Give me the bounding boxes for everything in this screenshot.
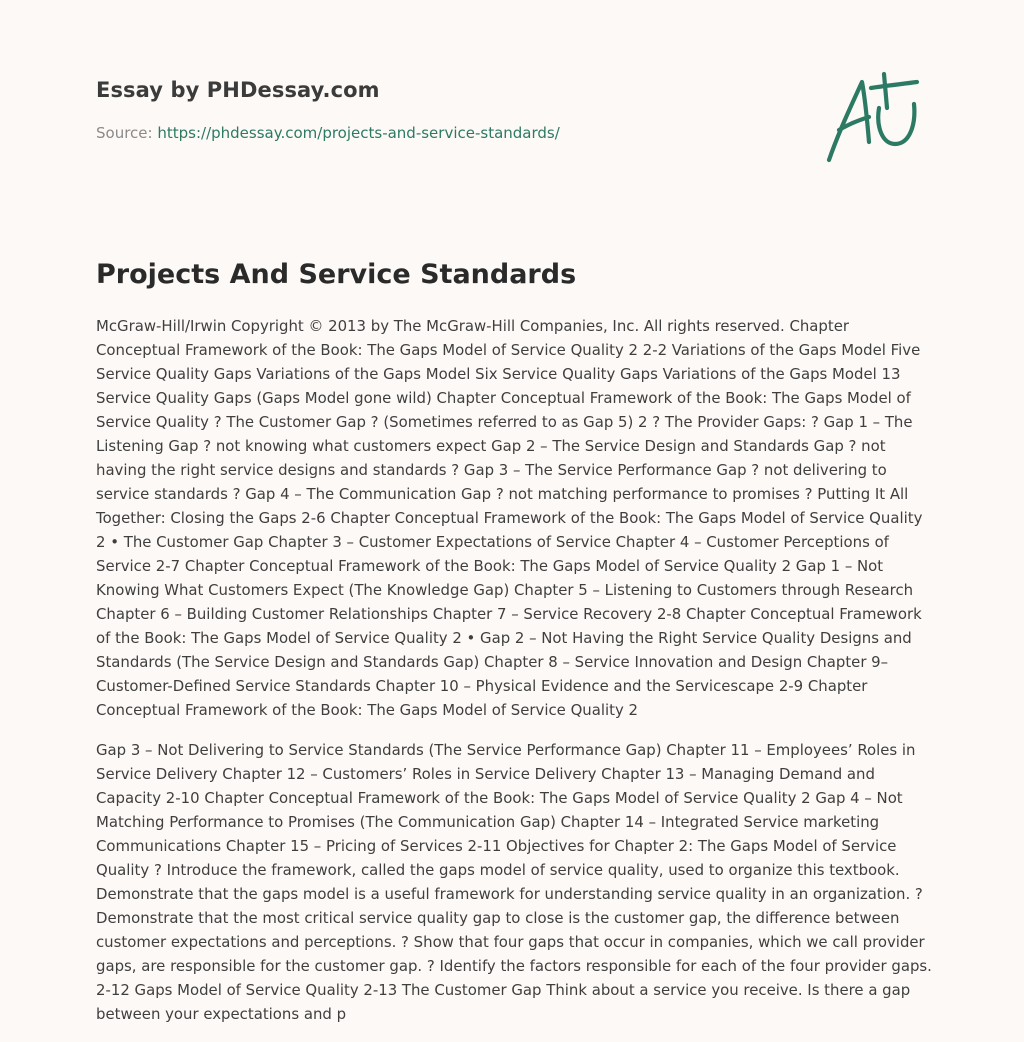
source-link[interactable]: https://phdessay.com/projects-and-service-standards/ [157, 124, 560, 142]
article-paragraph: Gap 3 – Not Delivering to Service Standards (The Service Performance Gap) Chapter 11 – Employees’ Roles in Service Delivery Chapter 12 – Customers’ Roles in Service Delivery Chapter 13 – Managing Demand and Capacity 2-10 Chapter Conceptual Framework of the Book: The Gaps Model of Service Quality 2 Gap 4 – Not Matching Performance to Promises (The Communication Gap) Chapter 14 – Integrated Service marketing Communications Chapter 15 – Pricing of Services 2-11 Objectives for Chapter 2: The Gaps Model of Service Quality ? Introduce the framework, called the gaps model of service quality, used to organize this textbook. Demonstrate that the gaps model is a useful framework for understanding service quality in an organization. ? Demonstrate that the most critical service quality gap to close is the customer gap, the difference between customer expectations and perceptions. ? Show that four gaps that occur in companies, which we call provider gaps, are responsible for the customer gap. ? Identify the factors responsible for each of the four provider gaps. 2-12 Gaps Model of Service Quality 2-13 The Customer Gap Think about a service you receive. Is there a gap between your expectations and p [96, 741, 932, 1023]
source-label: Source: [96, 124, 153, 142]
article-body [96, 314, 932, 1042]
essay-header [96, 76, 796, 143]
article-title: Projects And Service Standards [96, 259, 577, 290]
brand-title: Essay by PHDessay.com [96, 78, 380, 102]
source-line [96, 123, 796, 143]
a-plus-logo-icon [822, 68, 926, 164]
article-paragraph: McGraw-Hill/Irwin Copyright © 2013 by The McGraw-Hill Companies, Inc. All rights reserved. Chapter Conceptual Framework of the Book: The Gaps Model of Service Quality 2 2-2 Variations of the Gaps Model Five Service Quality Gaps Variations of the Gaps Model Six Service Quality Gaps Variations of the Gaps Model 13 Service Quality Gaps (Gaps Model gone wild) Chapter Conceptual Framework of the Book: The Gaps Model of Service Quality ? The Customer Gap ? (Sometimes referred to as Gap 5) 2 ? The Provider Gaps: ? Gap 1 – The Listening Gap ? not knowing what customers expect Gap 2 – The Service Design and Standards Gap ? not having the right service designs and standards ? Gap 3 – The Service Performance Gap ? not delivering to service standards ? Gap 4 – The Communication Gap ? not matching performance to promises ? Putting It All Together: Closing the Gaps 2-6 Chapter Conceptual Framework of the Book: The Gaps Model of Service Quality 2 • The Customer Gap Chapter 3 – Customer Expectations of Service Chapter 4 – Customer Perceptions of Service 2-7 Chapter Conceptual Framework of the Book: The Gaps Model of Service Quality 2 Gap 1 – Not Knowing What Customers Expect (The Knowledge Gap) Chapter 5 – Listening to Customers through Research Chapter 6 – Building Customer Relationships Chapter 7 – Service Recovery 2-8 Chapter Conceptual Framework of the Book: The Gaps Model of Service Quality 2 • Gap 2 – Not Having the Right Service Quality Designs and Standards (The Service Design and Standards Gap) Chapter 8 – Service Innovation and Design Chapter 9– Customer-Defined Service Standards Chapter 10 – Physical Evidence and the Servicescape 2-9 Chapter Conceptual Framework of the Book: The Gaps Model of Service Quality 2 [96, 317, 923, 719]
